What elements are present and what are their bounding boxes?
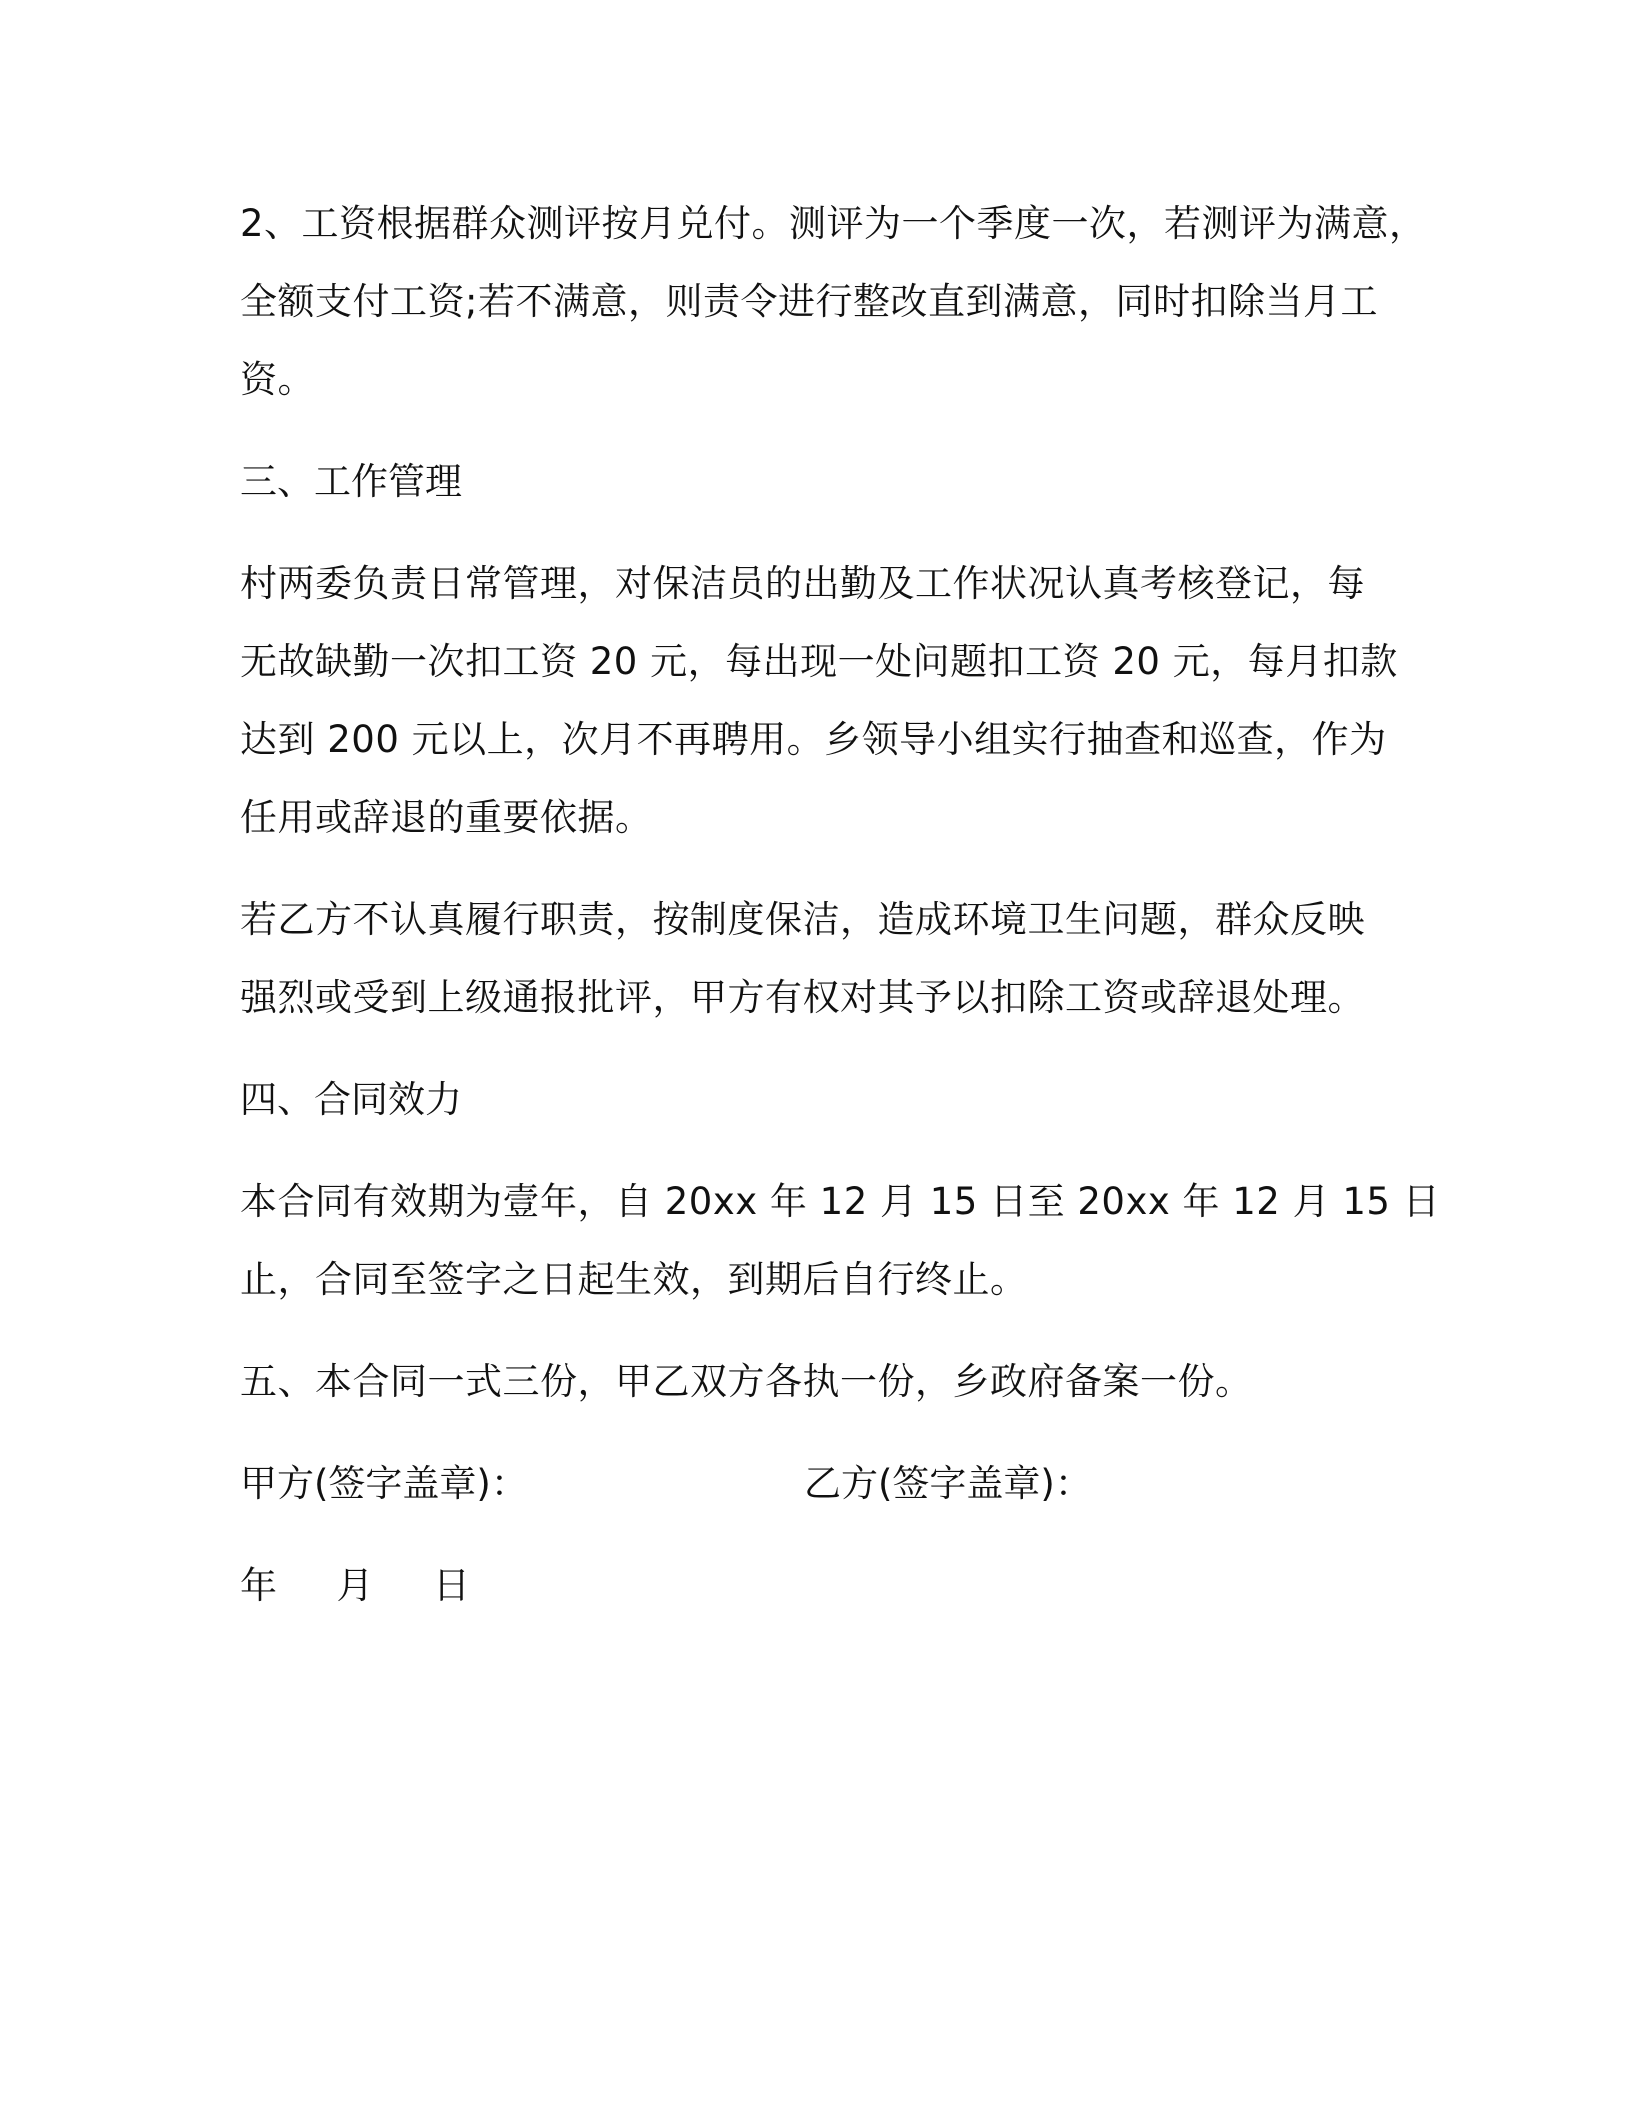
paragraph-copies	[240, 1343, 1410, 1421]
text-line: 2、工资根据群众测评按月兑付。测评为一个季度一次，若测评为满意，	[240, 202, 1427, 245]
party-a-signature-label: 甲方(签字盖章)：	[240, 1462, 528, 1505]
text-line: 全额支付工资;若不满意，则责令进行整改直到满意，同时扣除当月工	[240, 280, 1378, 323]
text-line: 本合同有效期为壹年，自 20xx 年 12 月 15 日至 20xx 年 12 月 15 日	[240, 1180, 1441, 1223]
paragraph-wage-payment	[240, 185, 1427, 419]
text-line: 强烈或受到上级通报批评，甲方有权对其予以扣除工资或辞退处理。	[240, 976, 1365, 1019]
paragraph-dismissal	[240, 881, 1410, 1037]
text-line: 五、本合同一式三份，甲乙双方各执一份，乡政府备案一份。	[240, 1360, 1253, 1403]
party-b-signature-label: 乙方(签字盖章)：	[804, 1462, 1092, 1505]
date-line: 年 月 日	[240, 1564, 471, 1607]
paragraph-daily-management	[240, 545, 1410, 857]
signature-row	[240, 1445, 1410, 1523]
text-line: 资。	[240, 358, 315, 401]
text-line: 村两委负责日常管理，对保洁员的出勤及工作状况认真考核登记，每	[240, 562, 1365, 605]
document-page	[240, 185, 1441, 1625]
text-line: 达到 200 元以上，次月不再聘用。乡领导小组实行抽查和巡查，作为	[240, 718, 1387, 761]
heading-contract-validity: 四、合同效力	[240, 1078, 462, 1121]
text-line: 若乙方不认真履行职责，按制度保洁，造成环境卫生问题，群众反映	[240, 898, 1365, 941]
text-line: 任用或辞退的重要依据。	[240, 796, 653, 839]
paragraph-validity-period	[240, 1163, 1441, 1319]
text-line: 止，合同至签字之日起生效，到期后自行终止。	[240, 1258, 1028, 1301]
text-line: 无故缺勤一次扣工资 20 元，每出现一处问题扣工资 20 元，每月扣款	[240, 640, 1398, 683]
heading-work-management: 三、工作管理	[240, 460, 462, 503]
